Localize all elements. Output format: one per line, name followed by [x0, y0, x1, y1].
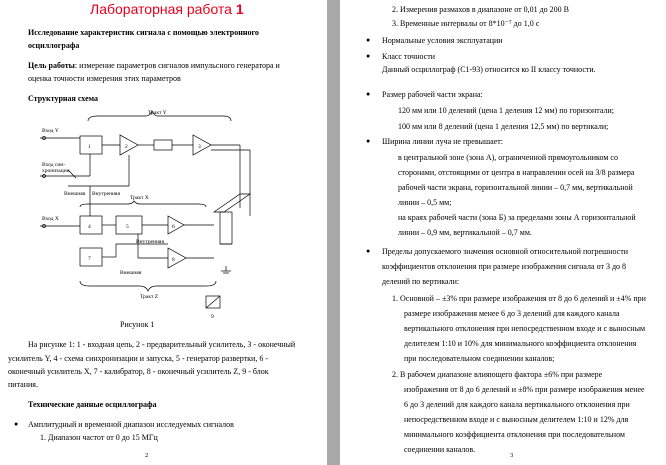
- bullet-conditions: Нормальные условия эксплуатации: [382, 36, 503, 45]
- item-2-line-3: 6 до 3 делений для каждого канала вертикального отклонения при: [404, 400, 630, 409]
- limits-line-3: делений по вертикали:: [382, 277, 460, 286]
- desc-line-1: На рисунке 1: 1 - входная цепь, 2 - предварительный усилитель, 3 - оконечный: [28, 340, 296, 349]
- beam-line-3: рабочей части экрана, горизонтальной линии – 0,7 мм, вертикальной: [398, 183, 633, 192]
- figure-caption: Рисунок 1: [120, 320, 155, 329]
- screen-size-title: Размер рабочей части экрана:: [382, 90, 483, 99]
- block-6-label: 6: [172, 224, 175, 230]
- bullet-icon: ●: [366, 36, 371, 44]
- block-2-label: 2: [125, 144, 128, 150]
- screen-size-line-2: 100 мм или 8 делений (цена 1 деления 12,5 мм) по вертикали;: [398, 122, 609, 131]
- lab-title: Лабораторная работа 1: [90, 1, 244, 17]
- block-3: [193, 135, 211, 155]
- beam-line-2: сторонами, отстоящими от центра в направлении осей на 3/8 размера: [398, 168, 635, 177]
- beam-line-5: на краях рабочей части (зона Б) за пределами зоны А горизонтальной: [398, 213, 636, 222]
- block-7: [80, 248, 102, 266]
- bullet-accuracy-class: Класс точности: [382, 52, 435, 61]
- block-1: [80, 136, 102, 154]
- crt-tube: [220, 212, 232, 244]
- item-2-line-5: минимального коэффициента отклонения при последовательном: [404, 430, 625, 439]
- page-number-right: 3: [510, 452, 514, 459]
- heading-line-2: осциллографа: [28, 41, 80, 50]
- label-tract-z: Тракт Z: [140, 294, 159, 300]
- block-7-label: 7: [88, 256, 91, 262]
- label-input-x: Вход X: [42, 216, 59, 222]
- label-external-2: Внешняя: [120, 270, 142, 276]
- bullet-icon: ●: [366, 52, 371, 60]
- desc-line-4: питания.: [8, 380, 38, 389]
- block-3-label: 3: [198, 144, 201, 150]
- desc-line-2: усилитель Y, 4 - схема синхронизации и запуска, 5 - генератор развертки, 6 -: [8, 354, 268, 363]
- oscilloscope-block-diagram: [28, 108, 278, 320]
- block-8-label: 8: [172, 257, 175, 263]
- accuracy-class-text: Данный осциллограф (С1-93) относится ко II классу точности.: [382, 65, 596, 74]
- list-item-1: 1. Диапазон частот от 0 до 15 МГц: [40, 433, 158, 442]
- item-2-line-6: соединении каналов.: [404, 445, 476, 454]
- limits-line-1: Пределы допускаемого значения основной относительной погрешности: [382, 247, 629, 256]
- label-input-sync: Вход син-: [42, 162, 66, 168]
- beam-line-6: линии – 0,9 мм, вертикальной – 0,7 мм.: [398, 228, 532, 237]
- label-tract-y: Тракт Y: [148, 110, 167, 116]
- label-input-y: Вход Y: [42, 128, 59, 134]
- item-1-line-1: 1. Основной – ±3% при размере изображения от 8 до 6 делений и ±4% при: [392, 294, 646, 303]
- block-5: [116, 216, 142, 234]
- block-6: [168, 216, 184, 234]
- label-internal: Внутренняя: [92, 191, 120, 197]
- goal-label: Цель работы: [28, 61, 75, 70]
- screen-size-line-1: 120 мм или 10 делений (цена 1 деления 12 мм) по горизонтали;: [398, 106, 614, 115]
- item-1-line-5: при последовательном соединении каналов;: [404, 354, 555, 363]
- list-item-2: 2. Измерения размахов в диапазоне от 0,01 до 200 В: [392, 5, 570, 14]
- block-9-label: 9: [211, 314, 214, 320]
- bullet-icon: ●: [366, 90, 371, 98]
- item-2-line-2: изображения от 8 до 6 делений и ±8% при размере изображения менее: [404, 385, 645, 394]
- heading-line-1: Исследование характеристик сигнала с помощью электронного: [28, 28, 259, 37]
- item-2-line-1: 2. В рабочем диапазоне влияющего фактора ±6% при размере: [392, 370, 603, 379]
- goal-line-2: оценка точности измерения этих параметров: [28, 74, 181, 83]
- section-tech-title: Технические данные осциллографа: [28, 400, 157, 409]
- document-page-left: [0, 0, 327, 465]
- item-2-line-4: непосредственном входе и с выносным делителем 1:10 и 12% для: [404, 415, 629, 424]
- desc-line-3: оконечный усилитель X, 7 - калибратор, 8 - оконечный усилитель Z, 9 - блок: [8, 367, 269, 376]
- beam-line-4: линии – 0,5 мм;: [398, 198, 452, 207]
- item-1-line-2: размере изображения менее 6 до 3 делений для каждого канала: [404, 309, 620, 318]
- label-external: Внешняя: [64, 191, 86, 197]
- label-input-sync-2: хронизации: [42, 168, 70, 174]
- label-internal-2: Внутренняя: [136, 239, 164, 245]
- limits-line-2: коэффициентов отклонения при размере изображения сигнала от 3 до 8: [382, 262, 627, 271]
- block-4: [80, 216, 102, 234]
- goal-line-1: Цель работы: измерение параметров сигналов импульсного генератора и: [28, 61, 280, 70]
- beam-width-title: Ширина линии луча не превышает:: [382, 137, 503, 146]
- bullet-icon: ●: [366, 247, 371, 255]
- page-number-left: 2: [145, 452, 149, 459]
- bullet-1-text: Амплитудный и временной диапазон исследуемых сигналов: [28, 420, 234, 429]
- block-8: [168, 248, 186, 268]
- block-1-label: 1: [88, 144, 91, 150]
- bullet-icon: ●: [14, 420, 19, 428]
- section-scheme-title: Структурная схема: [28, 94, 99, 103]
- item-1-line-4: делителем 1:10 и 10% для минимального коэффициента отклонения: [404, 339, 637, 348]
- document-page-right: [340, 0, 666, 465]
- block-5-label: 5: [126, 224, 129, 230]
- bullet-icon: ●: [366, 137, 371, 145]
- label-tract-x: Тракт X: [130, 195, 149, 201]
- list-item-3: 3. Временные интервалы от 8*10⁻⁷ до 1,0 с: [392, 19, 540, 28]
- block-4-label: 4: [88, 224, 91, 230]
- item-1-line-3: вертикального отклонения при непосредственном входе и с выносным: [404, 324, 646, 333]
- block-2: [120, 135, 138, 155]
- beam-line-1: в центральной зоне (зона А), ограниченной прямоугольником со: [398, 153, 618, 162]
